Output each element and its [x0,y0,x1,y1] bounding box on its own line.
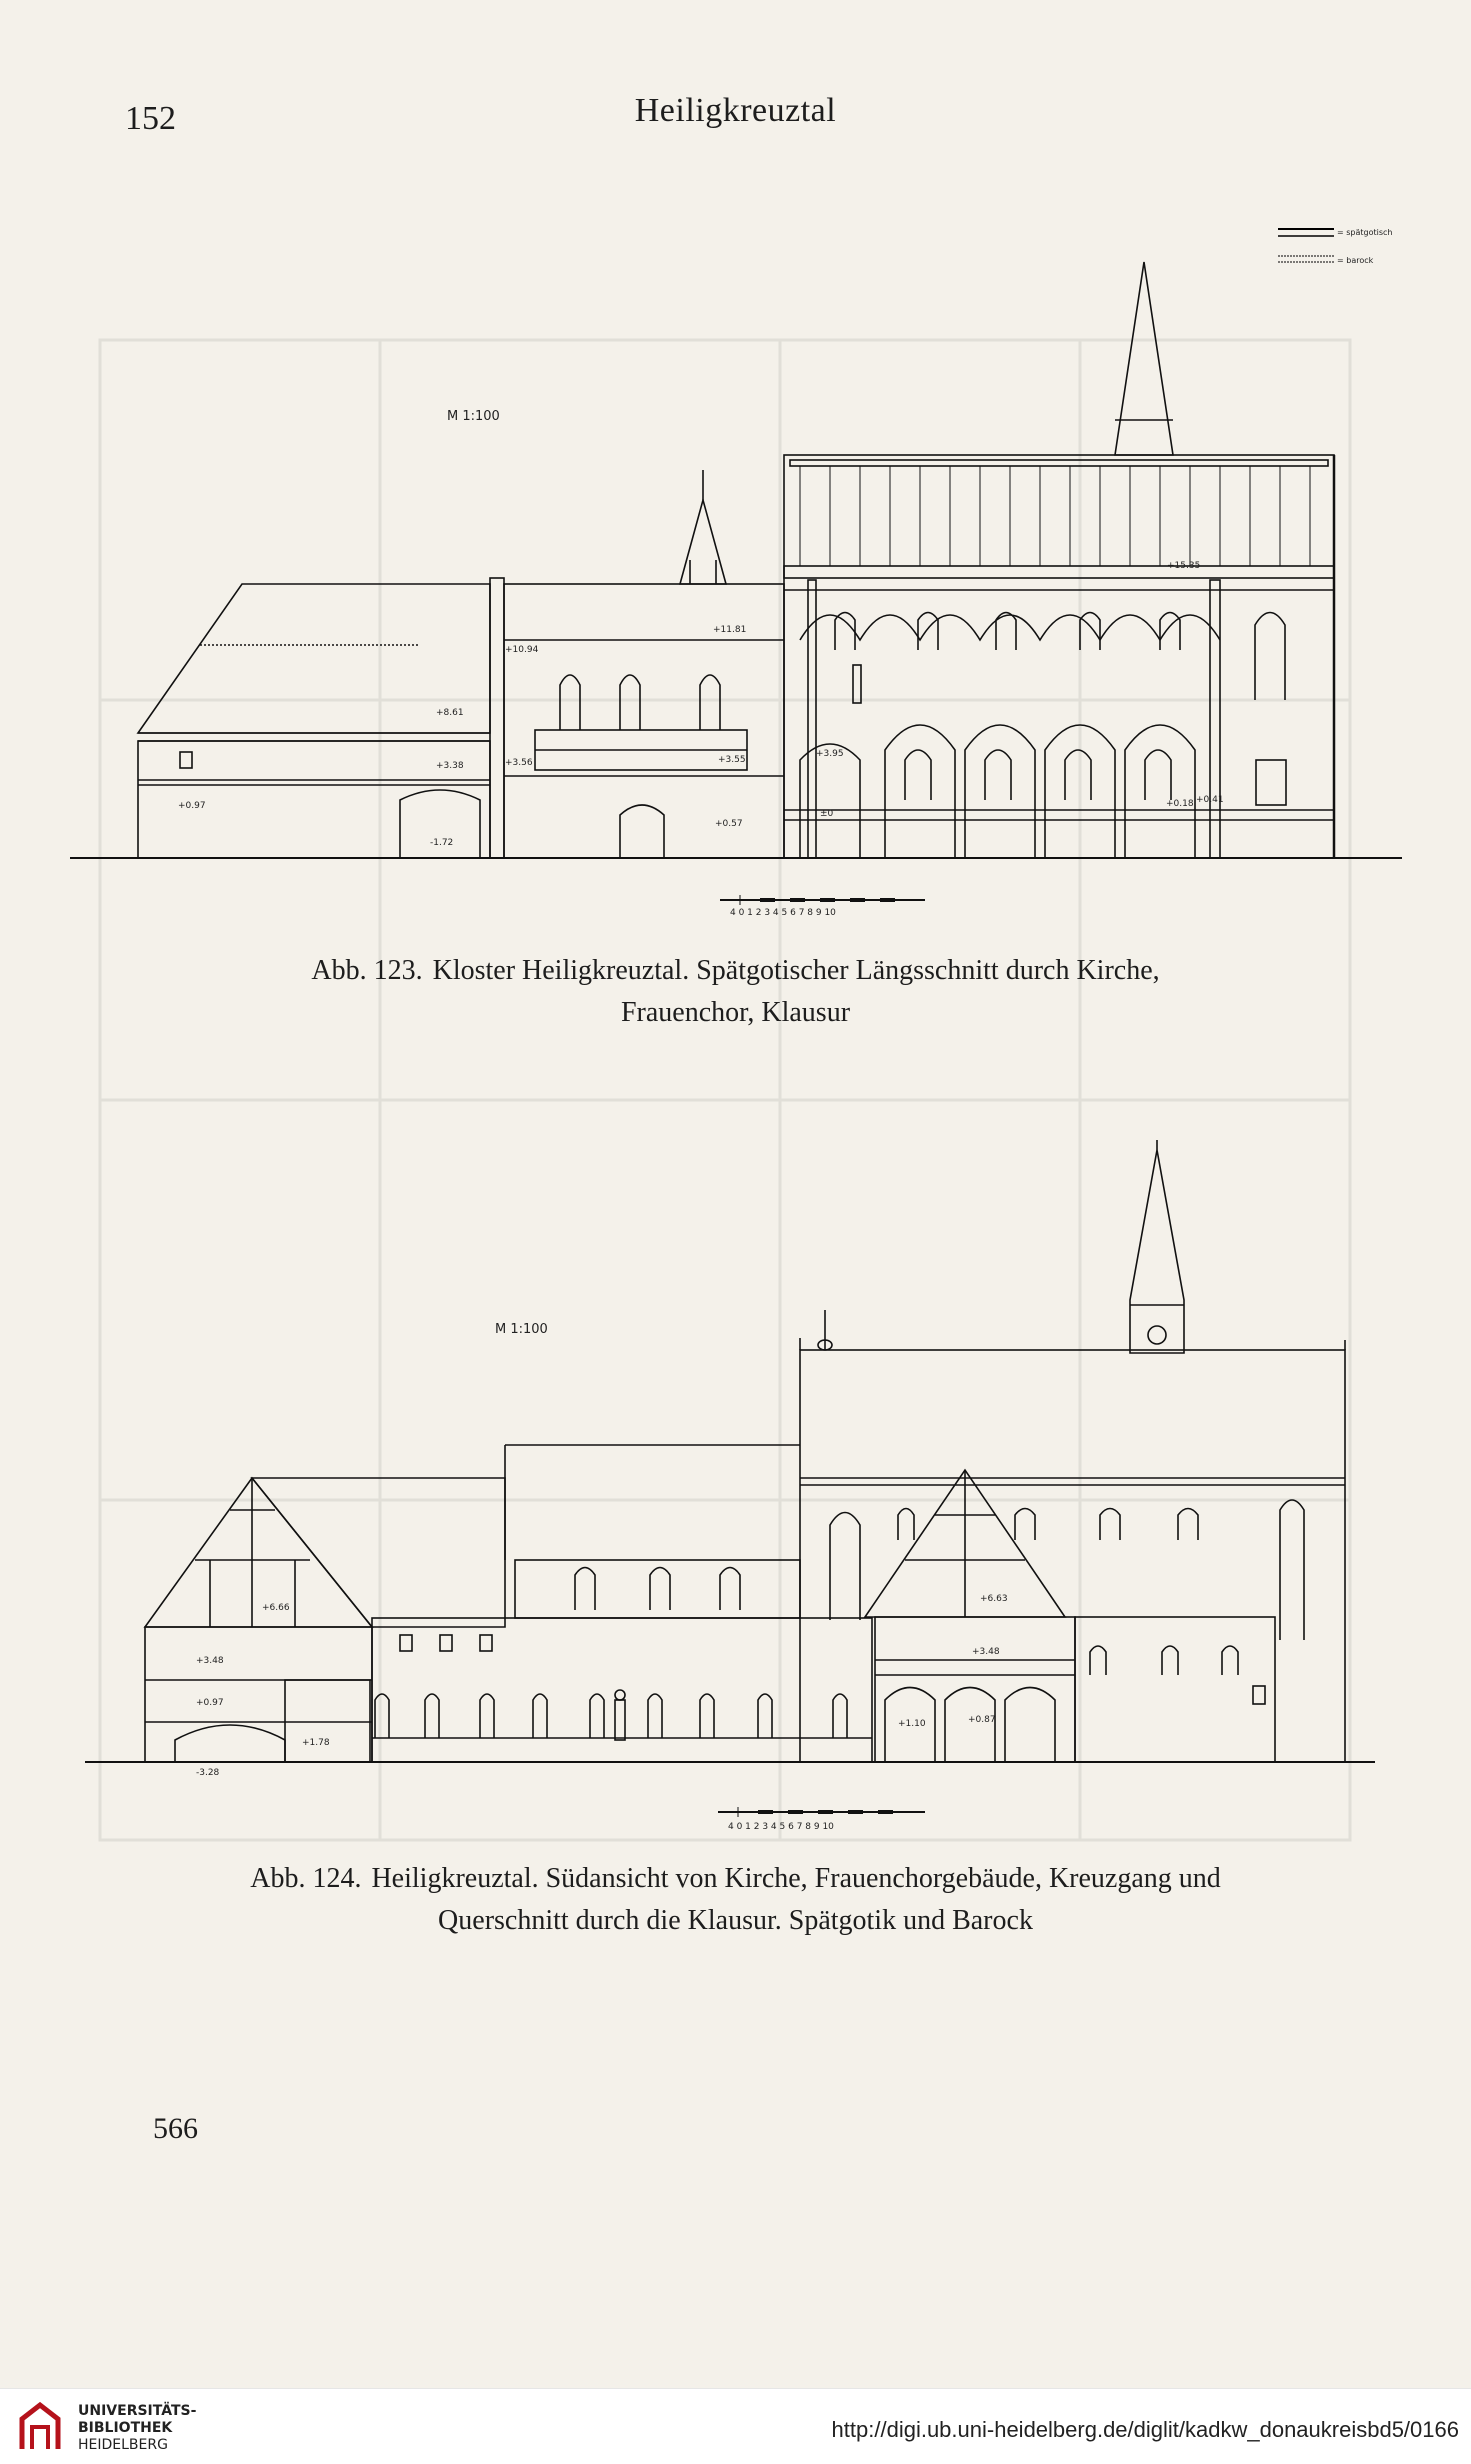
figure-123-caption [150,950,1321,1034]
library-name-line3: HEIDELBERG [78,2437,168,2453]
level-3-95: +3.95 [816,749,844,759]
library-name [78,2403,196,2454]
library-footer [0,2388,1471,2464]
level-10-94: +10.94 [505,645,539,655]
source-url-link[interactable]: http://digi.ub.uni-heidelberg.de/diglit/kadkw_donaukreisbd5/0166 [831,2417,1459,2442]
level-3-38: +3.38 [436,761,464,771]
svg-text:4 0 1 2 3 4 5 6 7 8 9 10: 4 0 1 2 3 4 5 6 7 8 9 10 [730,908,836,918]
running-title: Heiligkreuztal [634,92,837,129]
level-minus-1-72: -1.72 [430,838,454,848]
level-3-48-right: +3.48 [972,1647,1000,1657]
level-3-56: +3.56 [505,758,533,768]
figure-124-elevation-drawing [0,1130,1471,1850]
level-3-48-left: +3.48 [196,1656,224,1666]
library-logo-icon [14,2399,66,2455]
legend [1278,228,1393,265]
library-name-line2: BIBLIOTHEK [78,2420,173,2436]
library-name-line1: UNIVERSITÄTS- [78,2403,197,2419]
figure-124-label: Abb. 124. [250,1863,362,1894]
level-0-57: +0.57 [715,819,743,829]
level-0-87: +0.87 [968,1715,996,1725]
svg-text:4 0 1 2 3 4 5 6 7 8 9 10: 4 0 1 2 3 4 5 6 7 8 9 10 [728,1822,834,1832]
level-15-35: +15.35 [1167,561,1201,571]
level-0-97-b: +0.97 [196,1698,224,1708]
figure-124-caption-line2: Querschnitt durch die Klausur. Spätgotik und Barock [438,1905,1033,1936]
legend-baroque: = barock [1337,256,1374,265]
level-11-81: +11.81 [713,625,747,635]
figure-123-caption-line2: Frauenchor, Klausur [620,997,851,1028]
level-0: ±0 [820,809,834,819]
level-3-55: +3.55 [718,755,746,765]
figure-124-caption-line1: Heiligkreuztal. Südansicht von Kirche, Frauenchorgebäude, Kreuzgang und [371,1863,1221,1894]
figure-123-caption-line1: Kloster Heiligkreuztal. Spätgotischer Längsschnitt durch Kirche, [432,955,1160,986]
figure-123-label: Abb. 123. [311,955,423,986]
figure-124-scale: M 1:100 [495,1322,548,1337]
level-minus-3-28: -3.28 [196,1768,220,1778]
figure-124-scale-bar [718,1807,925,1832]
level-8-61: +8.61 [436,708,464,718]
figure-124-caption [150,1858,1321,1942]
level-6-66: +6.66 [262,1603,290,1613]
figure-123-section-drawing [0,220,1471,940]
level-1-10: +1.10 [898,1719,926,1729]
level-0-41: +0.41 [1196,795,1224,805]
legend-late-gothic: = spätgotisch [1337,228,1393,237]
level-6-63: +6.63 [980,1594,1008,1604]
level-0-18: +0.18 [1166,799,1194,809]
page-number-bottom: 566 [153,2112,198,2145]
figure-123-scale: M 1:100 [447,409,500,424]
level-1-78: +1.78 [302,1738,330,1748]
figure-123-scale-bar [720,895,925,918]
page-number-top: 152 [125,100,176,137]
level-0-97: +0.97 [178,801,206,811]
